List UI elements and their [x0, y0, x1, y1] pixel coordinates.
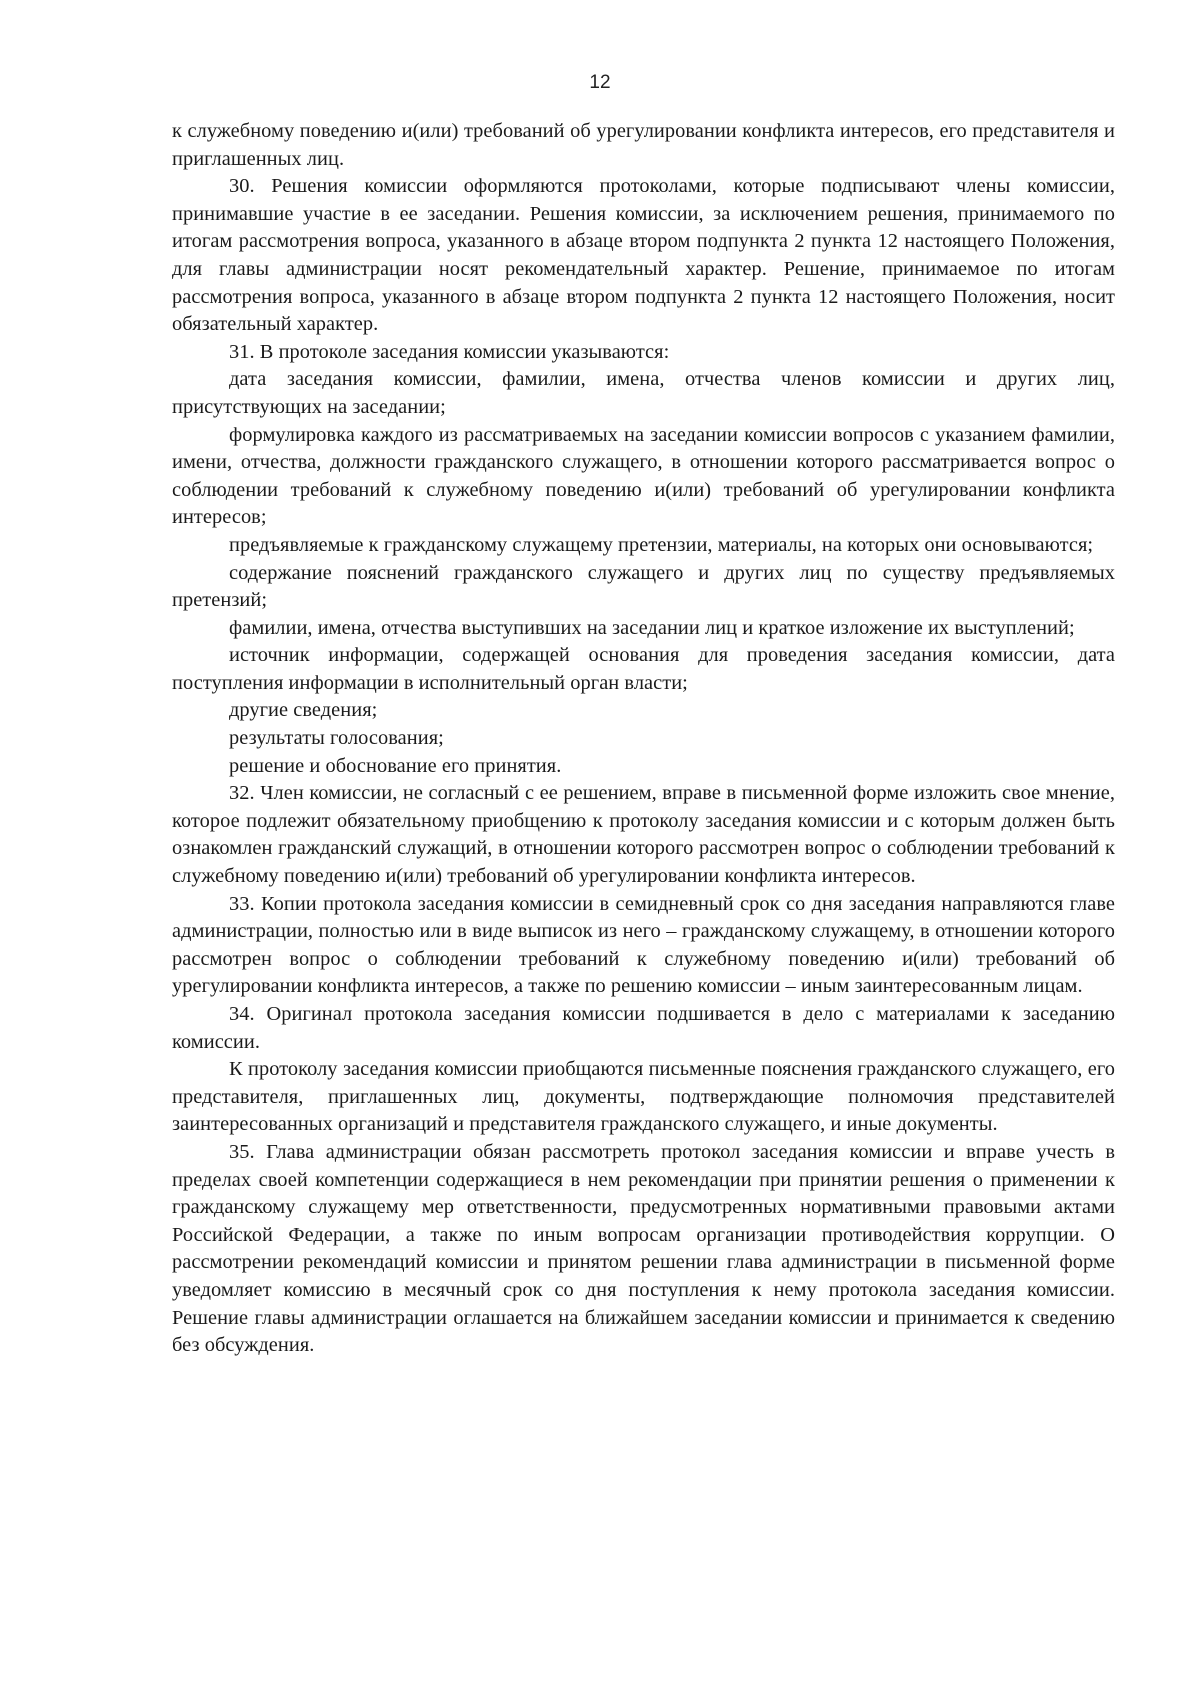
paragraph: 34. Оригинал протокола заседания комиссии подшивается в дело с материалами к заседанию комиссии. — [172, 1003, 1115, 1053]
paragraph: 35. Глава администрации обязан рассмотреть протокол заседания комиссии и вправе учесть в пределах своей компетенции содержащиеся в нем рекомендации при принятии решения о применении к гражданскому служащему мер ответственности, предусмотренных нормативными правовыми актами Российской Федерации, а также по иным вопросам организации противодействия коррупции. О рассмотрении рекомендаций комиссии и принятом решении глава администрации в письменной форме уведомляет комиссию в месячный срок со дня поступления к нему протокола заседания комиссии. Решение главы администрации оглашается на ближайшем заседании комиссии и принимается к сведению без обсуждения. — [172, 1140, 1115, 1357]
paragraph: источник информации, содержащей основания для проведения заседания комиссии, дата поступления информации в исполнительный орган власти; — [172, 644, 1115, 694]
paragraph: результаты голосования; — [229, 727, 444, 750]
paragraph: к служебному поведению и(или) требований об урегулировании конфликта интересов, его представителя и приглашенных лиц. — [172, 120, 1115, 170]
paragraph: 32. Член комиссии, не согласный с ее решением, вправе в письменной форме изложить свое мнение, которое подлежит обязательному приобщению к протоколу заседания комиссии и с которым должен быть ознакомлен гражданский служащий, в отношении которого рассмотрен вопрос о соблюдении требований к служебному поведению и(или) требований об урегулировании конфликта интересов. — [172, 782, 1115, 888]
paragraph: формулировка каждого из рассматриваемых на заседании комиссии вопросов с указанием фамилии, имени, отчества, должности гражданского служащего, в отношении которого рассматривается вопрос о соблюдении требований к служебному поведению и(или) требований об урегулировании конфликта интересов; — [172, 423, 1115, 529]
paragraph: 30. Решения комиссии оформляются протоколами, которые подписывают члены комиссии, принимавшие участие в ее заседании. Решения комиссии, за исключением решения, принимаемого по итогам рассмотрения вопроса, указанного в абзаце втором подпункта 2 пункта 12 настоящего Положения, для главы администрации носят рекомендательный характер. Решение, принимаемое по итогам рассмотрения вопроса, указанного в абзаце втором подпункта 2 пункта 12 настоящего Положения, носит обязательный характер. — [172, 175, 1115, 336]
paragraph: дата заседания комиссии, фамилии, имена, отчества членов комиссии и других лиц, присутствующих на заседании; — [172, 368, 1115, 418]
page-number: 12 — [589, 72, 611, 93]
paragraph: К протоколу заседания комиссии приобщаются письменные пояснения гражданского служащего, его представителя, приглашенных лиц, документы, подтверждающие полномочия представителей заинтересованных организаций и представителя гражданского служащего, и иные документы. — [172, 1058, 1115, 1136]
document-body — [172, 118, 1115, 1360]
paragraph: решение и обоснование его принятия. — [229, 754, 562, 777]
paragraph: предъявляемые к гражданскому служащему претензии, материалы, на которых они основываются; — [229, 533, 1094, 556]
paragraph: другие сведения; — [229, 699, 378, 722]
paragraph: 31. В протоколе заседания комиссии указываются: — [229, 340, 670, 363]
paragraph: содержание пояснений гражданского служащего и других лиц по существу предъявляемых претензий; — [172, 561, 1115, 612]
paragraph: фамилии, имена, отчества выступивших на заседании лиц и краткое изложение их выступлений; — [229, 616, 1075, 639]
paragraph: 33. Копии протокола заседания комиссии в семидневный срок со дня заседания направляются главе администрации, полностью или в виде выписок из него – гражданскому служащему, в отношении которого рассмотрен вопрос о соблюдении требований к служебному поведению и(или) требований об урегулировании конфликта интересов, а также по решению комиссии – иным заинтересованным лицам. — [172, 892, 1115, 998]
